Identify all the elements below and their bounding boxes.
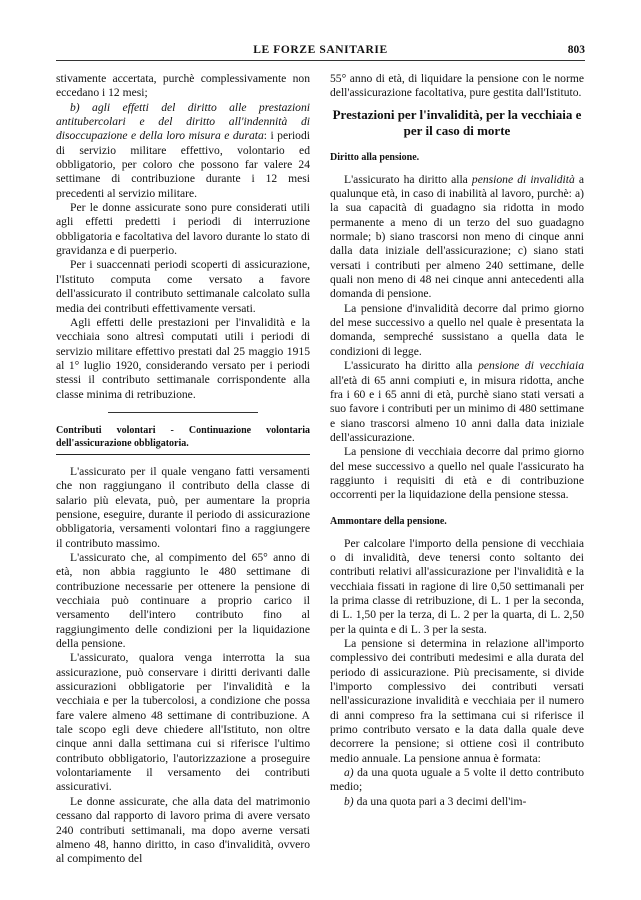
paragraph: Per le donne assicurate sono pure considerati utili agli effetti predetti i periodi di interruzione obbligatoria e facoltativa del lavoro durante lo stato di gravidanza e di puerperio.: [56, 201, 310, 258]
paragraph-text: L'assicurato ha diritto alla: [344, 172, 472, 186]
paragraph-text: : i periodi di servizio militare effettivo, volontario ed obbligatorio, per coloro che possono far valere 24 settimane di contribuzione durante i 12 mesi precedenti al servizio militare.: [56, 129, 310, 200]
paragraph: Le donne assicurate, che alla data del matrimonio cessano dal rapporto di lavoro prima di avere versato 240 contributi settimanali, ma dopo averne versati almeno 48, hanno diritto, in caso d'invalidità, ovvero al compimento del: [56, 794, 310, 866]
paragraph: La pensione di vecchiaia decorre dal primo giorno del mese successivo a quello nel quale l'assicurato ha raggiunto i requisiti di età e di contribuzione occorrenti per la liquidazione della pensione stessa.: [330, 445, 584, 502]
paragraph: L'assicurato, qualora venga interrotta la sua assicurazione, può conservare i diritti derivanti dalle assicurazioni obbligatorie per l'invalidità e la vecchiaia e per la tubercolosi, a condizione che possa fare valere almeno 48 settimane di contribuzione. A tale scopo egli deve chiedere all'Istituto, non oltre cinque anni dalla settimana cui si riferisce l'ultimo contributo obbligatorio, l'autorizzazione a proseguire volontariamente il versamento dei contributi assicurativi.: [56, 651, 310, 794]
left-column: [56, 72, 310, 867]
subheading-ammontare: Ammontare della pensione.: [330, 515, 447, 527]
paragraph-vecchiaia: [330, 359, 584, 445]
subheading-contributi-volontari: Contributi volontari - Continuazione volontaria dell'assicurazione obbligatoria.: [56, 424, 310, 449]
paragraph: La pensione si determina in relazione all'importo complessivo dei contributi medesimi e alla durata del periodo di assicurazione. Più precisamente, si divide l'importo complessivo dei contributi versati nell'assicurazione invalidità e vecchiaia per il numero di anni compreso fra la settimana cui si riferisce il primo contributo versato e la data dalla quale deve decorrere la pensione; si ottiene così il contributo medio annuale. La pensione annua è formata:: [330, 637, 584, 765]
list-item-b: [330, 795, 584, 809]
paragraph: Per calcolare l'importo della pensione di vecchiaia o di invalidità, deve tenersi conto soltanto dei contributi relativi all'assicurazione per l'invalidità e la vecchiaia fissati in ragione di lire 0,50 settimanali per la prima classe di retribuzione, di L. 1 per la seconda, di L. 1,50 per la terza, di L. 2 per la quarta, di L. 2,50 per la quinta e di L. 3 per la sesta.: [330, 536, 584, 636]
item-text: da una quota uguale a 5 volte il detto contributo medio;: [330, 766, 584, 794]
section-title: Prestazioni per l'invalidità, per la vecchiaia e per il caso di morte: [332, 106, 582, 138]
paragraph: Per i suaccennati periodi scoperti di assicurazione, l'Istituto computa come versato a favore dell'assicurato il contributo settimanale calcolato sulla media dei contributi effettivamente versati.: [56, 258, 310, 315]
item-text: da una quota pari a 3 decimi dell'im-: [353, 794, 527, 808]
running-header: [56, 44, 585, 58]
paragraph: 55° anno di età, di liquidare la pensione con le norme dell'assicurazione facoltativa, pure gestita dall'Istituto.: [330, 72, 584, 100]
italic-term: pensione di invalidità: [471, 172, 575, 186]
paragraph: L'assicurato che, al compimento del 65° anno di età, non abbia raggiunto le 480 settimane di contribuzione necessarie per ottenere la pensione di vecchiaia può continuare a proprio carico il versamento dell'intero contributo fino al raggiungimento delle condizioni per la liquidazione della pensione.: [56, 550, 310, 651]
journal-title: LE FORZE SANITARIE: [253, 44, 388, 56]
italic-label: b) agli effetti del diritto alle prestazioni antitubercolari e del diritto all'indennità di disoccupazione e della loro misura e durata: [56, 100, 310, 143]
italic-term: pensione di vecchiaia: [478, 359, 584, 373]
subheading-diritto-pensione: Diritto alla pensione.: [330, 151, 420, 163]
paragraph: Agli effetti delle prestazioni per l'invalidità e la vecchiaia sono altresì computati utili i periodi di servizio militare effettivo prestati dal 25 maggio 1915 al 1° luglio 1920, considerando versato per i periodi stessi il contributo settimanale corrispondente alla classe minima di retribuzione.: [56, 315, 310, 401]
paragraph: stivamente accertata, purchè complessivamente non eccedano i 12 mesi;: [56, 72, 310, 100]
paragraph-text: a qualunque età, in caso di inabilità al lavoro, purchè: a) la sua capacità di guadagno sia ridotta in modo permanente a meno di un terzo del suo guadagno normale; b) siano trascorsi non meno di cinque anni dalla data iniziale dell'assicurazione; c) siano stati versati i contributi per almeno 240 settimane, delle quali non meno di 48 nei cinque anni antecedenti alla domanda di pensione.: [330, 172, 585, 301]
paragraph-text: all'età di 65 anni compiuti e, in misura ridotta, anche fra i 60 e i 65 anni di età, purchè siano stati versati a suo favore i contributi per un minimo di 480 settimane e siano trascorsi almeno 10 anni dalla data iniziale dell'assicurazione.: [330, 373, 584, 444]
paragraph-text: L'assicurato ha diritto alla: [344, 359, 479, 373]
header-rule: [56, 60, 585, 61]
paragraph: L'assicurato per il quale vengano fatti versamenti che non raggiungano il contributo della classe di salario più elevata, può, per aumentare la propria pensione, eseguire, durante il periodo di assicurazione obbligatoria, versamenti volontari fino a raggiungere il contributo massimo.: [56, 464, 310, 550]
right-column: [330, 72, 584, 809]
page-number: 803: [567, 44, 585, 56]
paragraph: La pensione d'invalidità decorre dal primo giorno del mese successivo a quello nel quale è presentata la domanda, sempreché sussistano a quella data le condizioni di legge.: [330, 301, 584, 358]
paragraph-b: [56, 101, 310, 201]
item-label: a): [344, 766, 354, 780]
paragraph-invalidita: [330, 173, 584, 302]
list-item-a: [330, 766, 584, 795]
item-label: b): [344, 794, 354, 808]
